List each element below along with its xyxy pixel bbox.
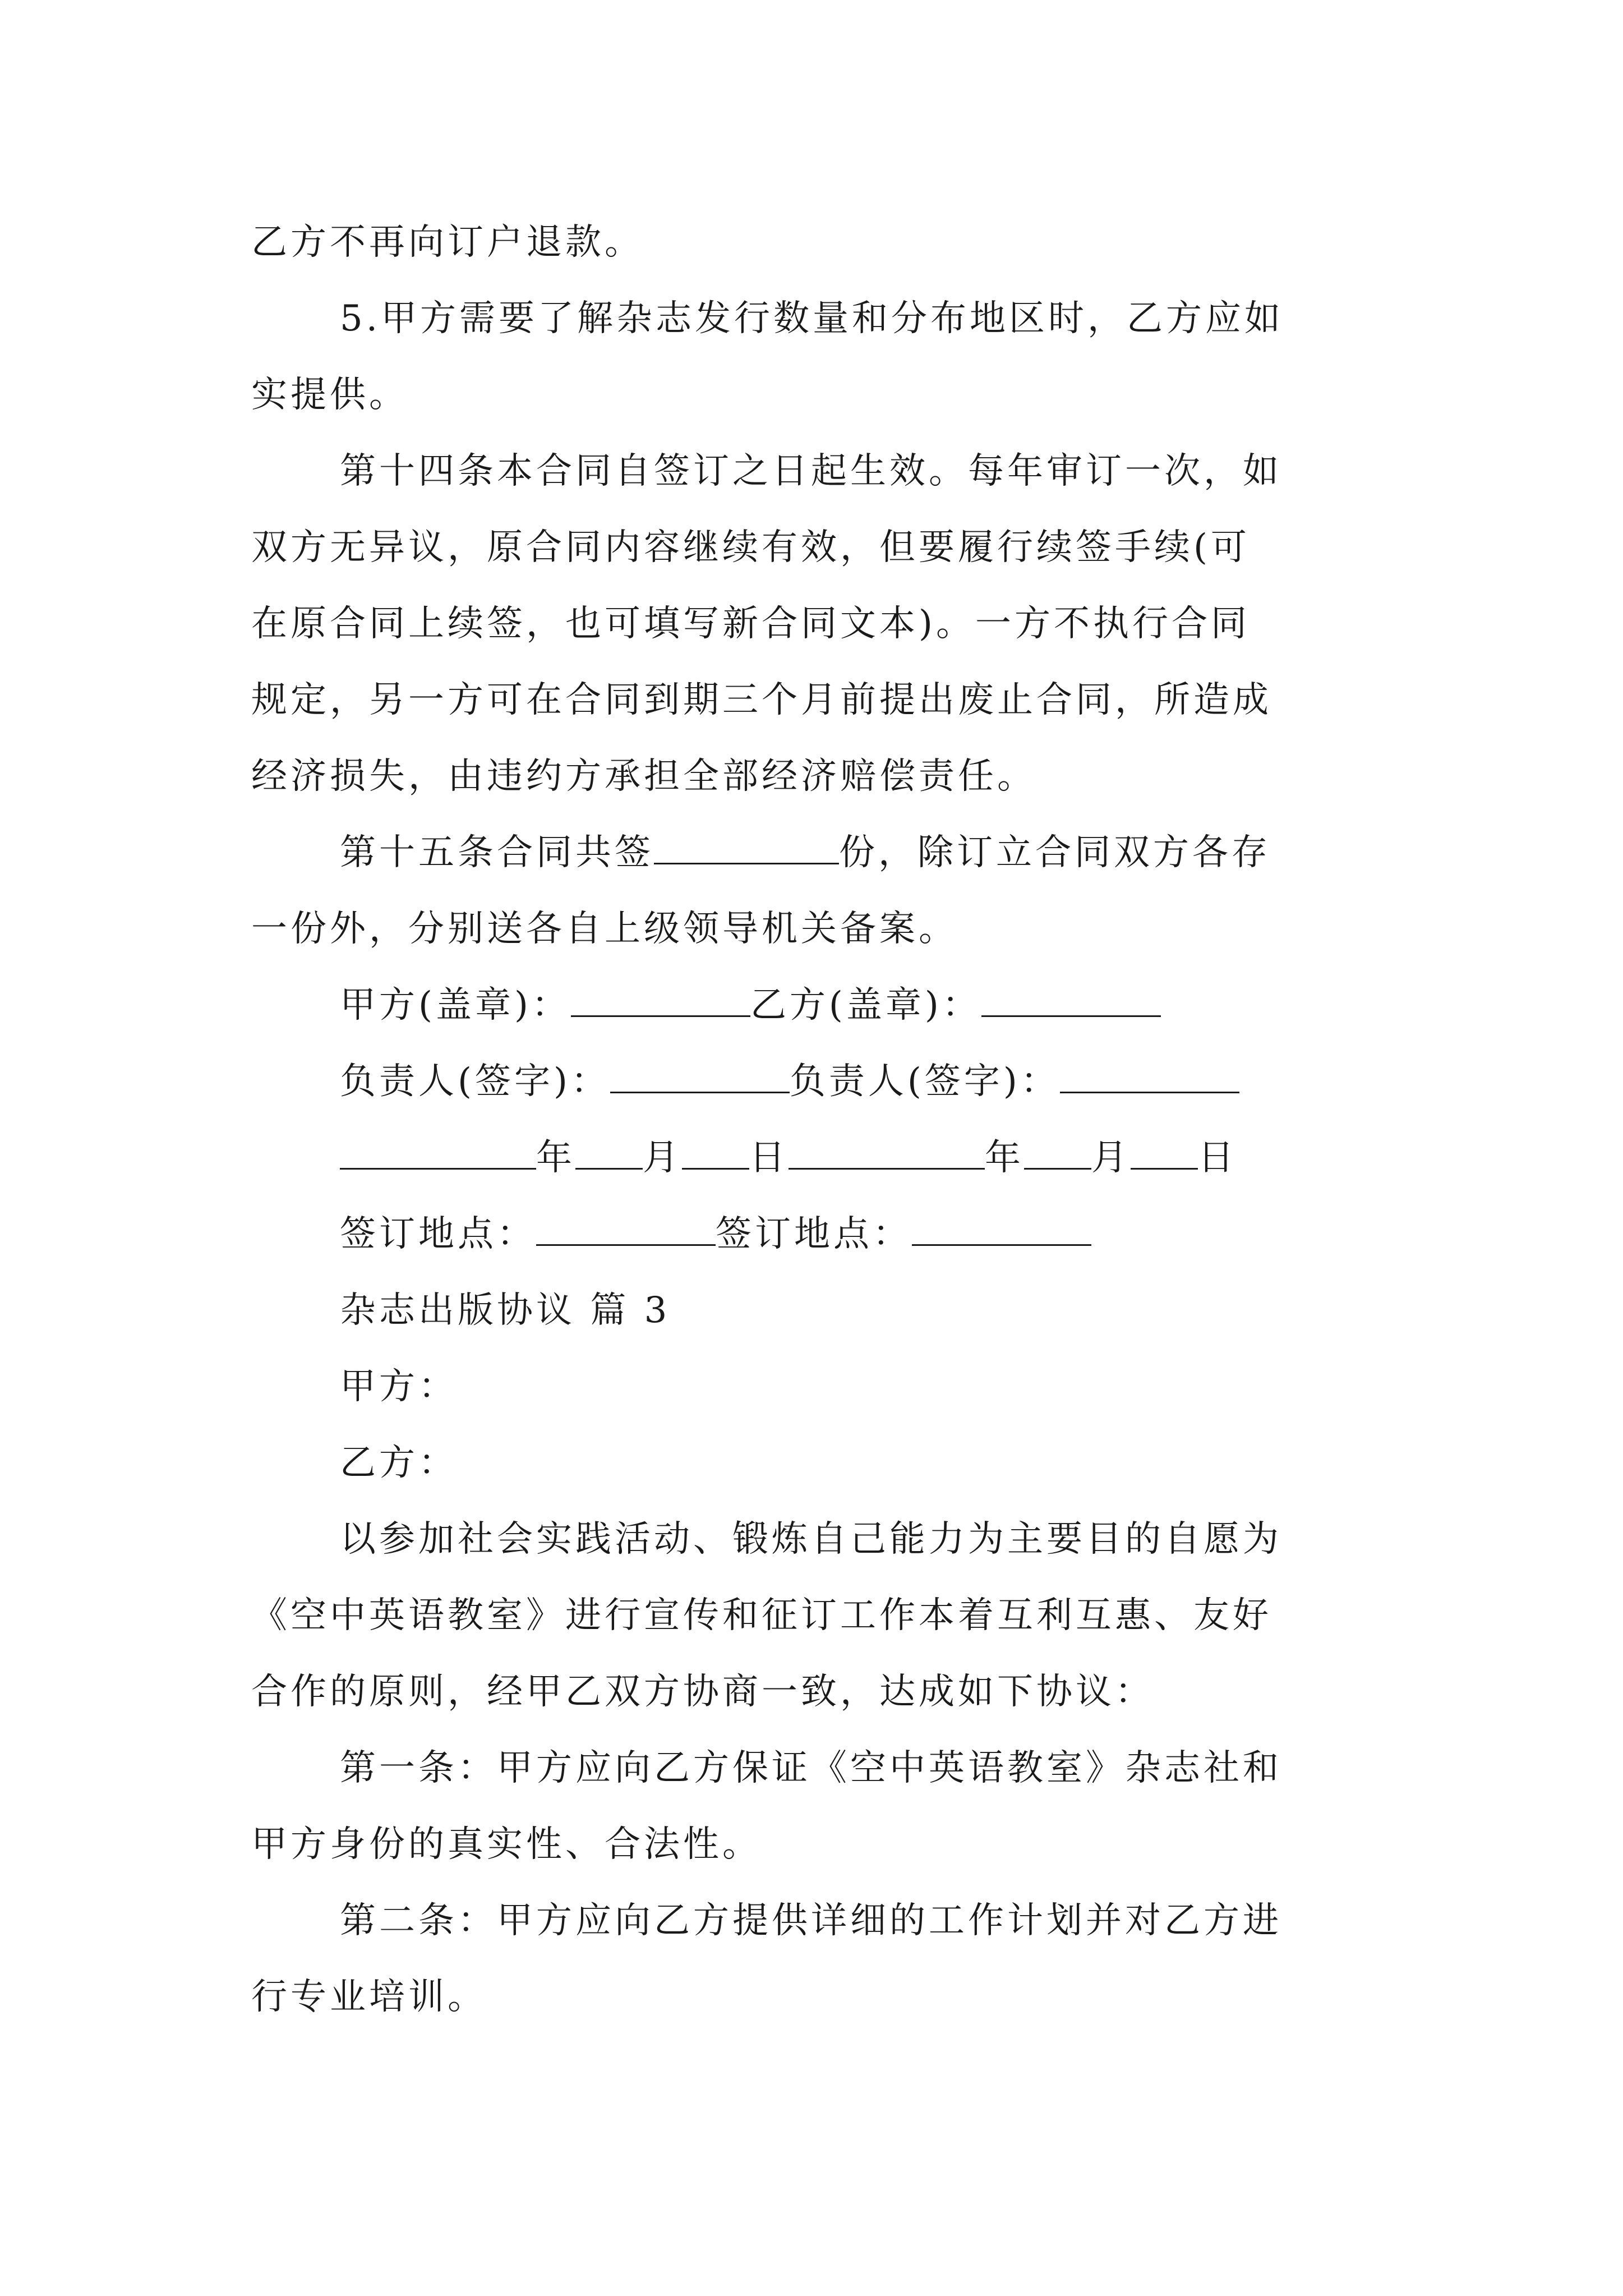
text-span: 实提供。 [251,374,408,416]
month-blank [575,1135,643,1170]
text-span: 经济损失，由违约方承担全部经济赔偿责任。 [251,756,1036,797]
signing-location-blank [912,1212,1091,1246]
text-span: 乙方不再向订户退款。 [251,222,644,263]
party-b-signer-label: 负责人(签字)： [789,1061,1060,1102]
signing-location-label: 签订地点： [340,1213,536,1255]
text-span: 5.甲方需要了解杂志发行数量和分布地区时，乙方应如 [340,298,1284,339]
party-a-label: 甲方： [340,1366,458,1407]
text-span: 一份外，分别送各自上级领导机关备案。 [251,908,958,950]
signing-location-label: 签订地点： [716,1213,912,1255]
day-blank [682,1135,749,1170]
year-label: 年 [536,1137,575,1179]
text-line [251,754,1036,799]
text-span: 在原合同上续签，也可填写新合同文本)。一方不执行合同 [251,603,1250,645]
text-span: 规定，另一方可在合同到期三个月前提出废止合同，所造成 [251,679,1272,721]
text-span: 《空中英语教室》进行宣传和征订工作本着互利互惠、友好 [251,1595,1272,1636]
text-span: 第二条：甲方应向乙方提供详细的工作计划并对乙方进 [340,1900,1282,1941]
month-label: 月 [643,1137,682,1179]
text-span: 双方无异议，原合同内容继续有效，但要履行续签手续(可 [251,527,1250,568]
text-line [340,449,1282,494]
party-a-seal-label: 甲方(盖章)： [340,984,571,1026]
party-a-signer-blank [610,1059,790,1093]
text-span: 份，除订立合同双方各存 [839,832,1271,873]
text-line [251,907,958,951]
text-line [340,1364,458,1409]
year-blank [340,1135,536,1170]
text-span: 甲方身份的真实性、合法性。 [251,1824,762,1865]
party-b-seal-blank [981,983,1161,1017]
text-line [340,296,1284,341]
text-line [251,372,408,417]
text-line [251,1822,762,1867]
month-blank [1024,1135,1091,1170]
day-blank [1131,1135,1198,1170]
signing-location-blank [536,1212,716,1246]
section-heading [340,1288,670,1333]
text-line [251,525,1250,570]
text-line [251,1593,1272,1638]
text-line [340,1441,458,1485]
heading-text: 杂志出版协议 篇 3 [340,1290,671,1331]
text-span: 合作的原则，经甲乙双方协商一致，达成如下协议： [251,1671,1154,1713]
text-line [251,678,1272,723]
text-span: 以参加社会实践活动、锻炼自己能力为主要目的自愿为 [340,1519,1282,1560]
text-span: 第一条：甲方应向乙方保证《空中英语教室》杂志社和 [340,1747,1282,1789]
text-span: 第十四条本合同自签订之日起生效。每年审订一次，如 [340,450,1282,492]
party-b-seal-label: 乙方(盖章)： [750,984,981,1026]
text-line [340,1746,1282,1791]
month-label: 月 [1091,1137,1131,1179]
signature-line [340,983,1161,1028]
copies-blank [654,830,839,864]
text-line [251,1669,1154,1714]
text-line [340,1898,1282,1943]
text-line [340,830,1271,875]
text-span: 行专业培训。 [251,1976,487,2018]
party-b-label: 乙方： [340,1442,458,1484]
day-label: 日 [749,1137,789,1179]
text-line [340,1517,1282,1562]
year-blank [789,1135,985,1170]
date-line [340,1135,1237,1180]
text-span: 第十五条合同共签 [340,832,654,873]
signature-line [340,1059,1239,1104]
day-label: 日 [1198,1137,1237,1179]
party-b-signer-blank [1060,1059,1239,1093]
text-line [251,601,1250,646]
party-a-seal-blank [571,983,750,1017]
location-line [340,1212,1091,1257]
text-line [251,220,644,265]
party-a-signer-label: 负责人(签字)： [340,1061,610,1102]
text-line [251,1975,487,2019]
year-label: 年 [985,1137,1024,1179]
